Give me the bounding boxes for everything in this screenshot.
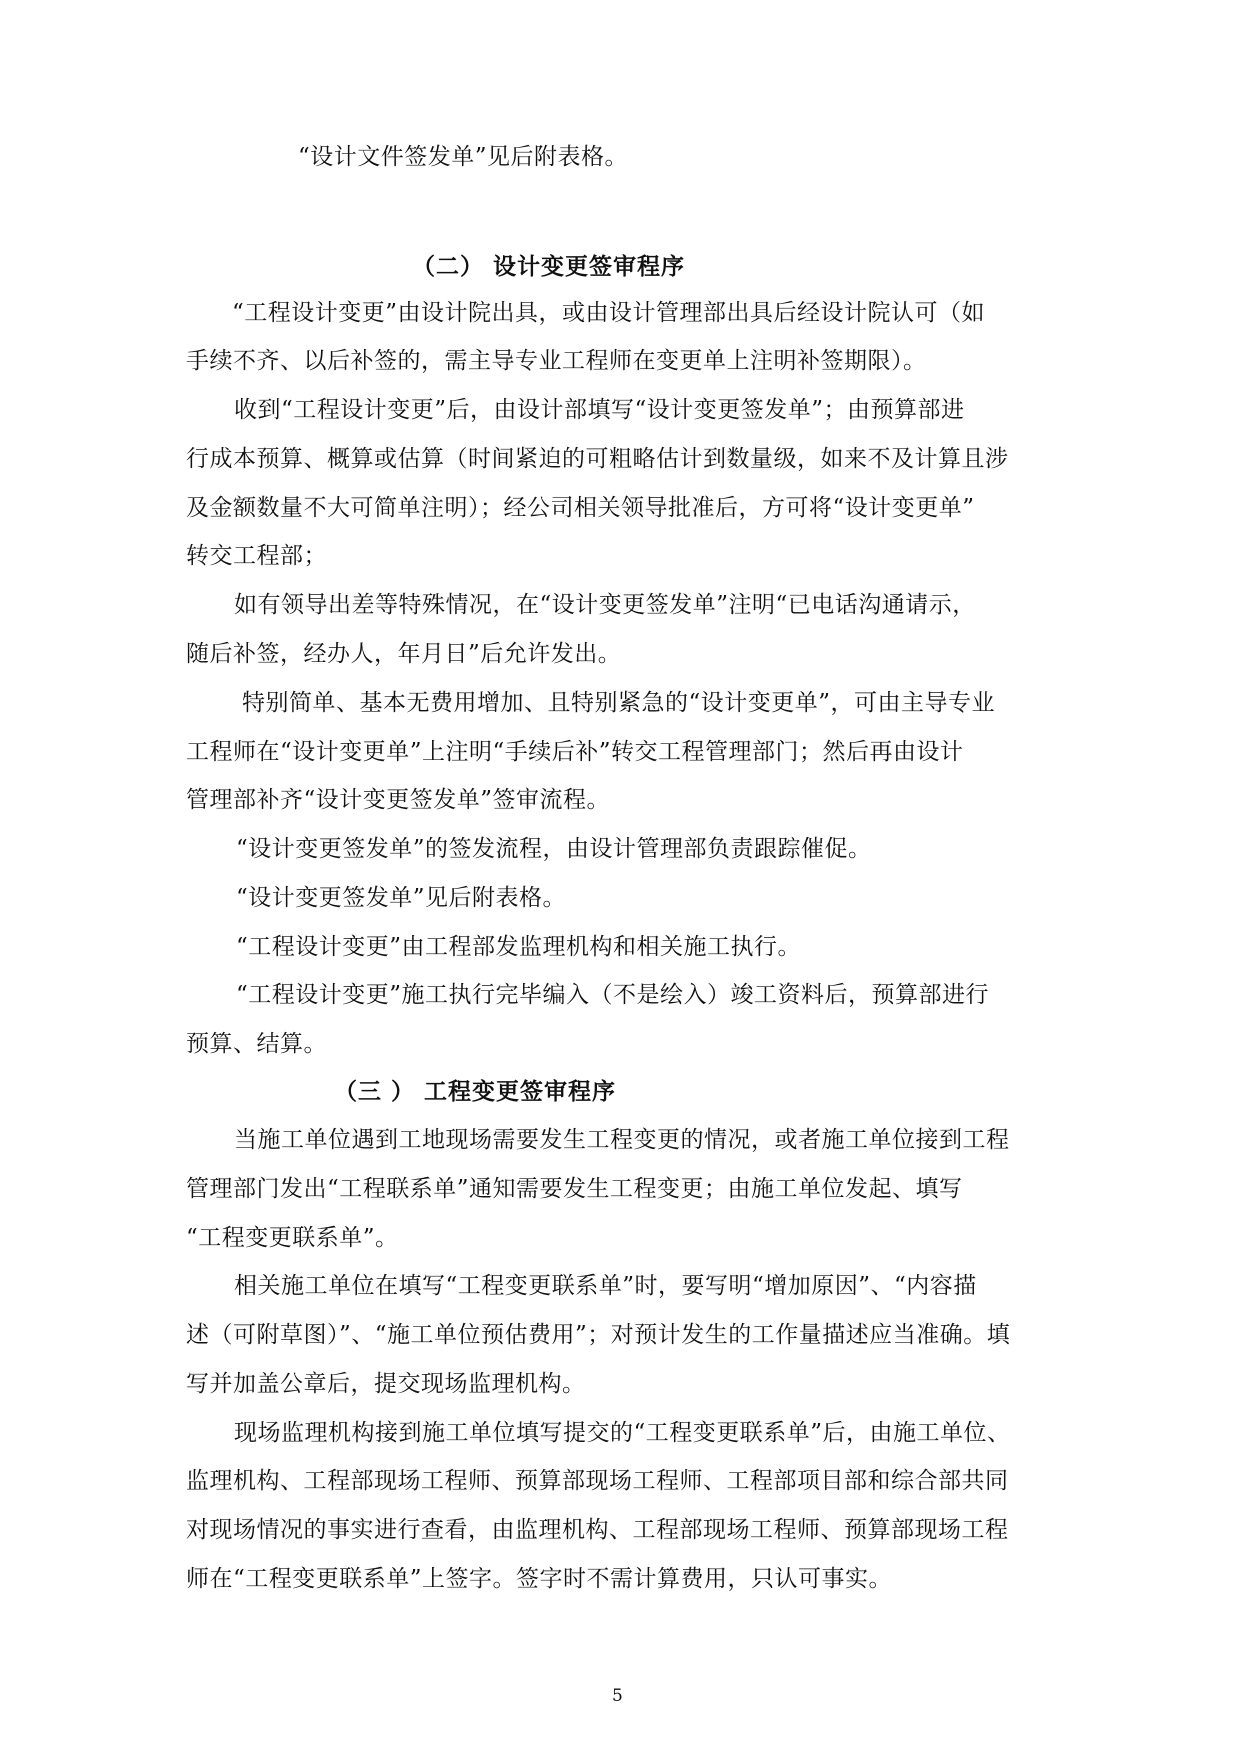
paragraph-line: “工程变更联系单”。: [186, 1225, 399, 1251]
paragraph-line: 及金额数量不大可简单注明）；经公司相关领导批准后，方可将“设计变更单”: [186, 495, 975, 521]
paragraph-line: 相关施工单位在填写“工程变更联系单”时，要写明“增加原因”、“内容描: [234, 1273, 977, 1299]
paragraph-line: 手续不齐、以后补签的，需主导专业工程师在变更单上注明补签期限）。: [186, 348, 927, 374]
section-heading-2: （二） 设计变更签审程序: [412, 254, 686, 280]
paragraph-line: 预算、结算。: [186, 1031, 327, 1057]
paragraph-line: 管理部门发出“工程联系单”通知需要发生工程变更；由施工单位发起、填写: [186, 1176, 963, 1202]
paragraph-line: “设计变更签发单”的签发流程，由设计管理部负责跟踪催促。: [236, 836, 872, 862]
paragraph-line: 收到“工程设计变更”后，由设计部填写“设计变更签发单”；由预算部进: [234, 397, 965, 423]
paragraph-line: 述（可附草图）”、“施工单位预估费用”；对预计发生的工作量描述应当准确。填: [186, 1322, 1011, 1348]
paragraph-line: 管理部补齐“设计变更签发单”签审流程。: [186, 787, 611, 813]
paragraph-line: “工程设计变更”由工程部发监理机构和相关施工执行。: [236, 934, 802, 960]
section-heading-3: （三 ） 工程变更签审程序: [334, 1079, 617, 1105]
paragraph-line: 如有领导出差等特殊情况，在“设计变更签发单”注明“已电话沟通请示，: [234, 592, 976, 618]
page-number: 5: [612, 1686, 623, 1706]
paragraph-line: 特别简单、基本无费用增加、且特别紧急的“设计变更单”，可由主导专业: [242, 690, 996, 716]
intro-line: “设计文件签发单”见后附表格。: [298, 144, 629, 170]
paragraph-line: “工程设计变更”施工执行完毕编入（不是绘入）竣工资料后，预算部进行: [236, 982, 990, 1008]
paragraph-line: 工程师在“设计变更单”上注明“手续后补”转交工程管理部门；然后再由设计: [186, 739, 964, 765]
paragraph-line: 随后补签，经办人，年月日”后允许发出。: [186, 641, 622, 667]
paragraph-line: 当施工单位遇到工地现场需要发生工程变更的情况，或者施工单位接到工程: [234, 1127, 1010, 1153]
paragraph-line: 师在“工程变更联系单”上签字。签字时不需计算费用，只认可事实。: [186, 1566, 893, 1592]
paragraph-line: 监理机构、工程部现场工程师、预算部现场工程师、工程部项目部和综合部共同: [186, 1468, 1009, 1494]
paragraph-line: 行成本预算、概算或估算（时间紧迫的可粗略估计到数量级，如来不及计算且涉: [186, 446, 1009, 472]
paragraph-line: 对现场情况的事实进行查看，由监理机构、工程部现场工程师、预算部现场工程: [186, 1517, 1009, 1543]
paragraph-line: 现场监理机构接到施工单位填写提交的“工程变更联系单”后，由施工单位、: [234, 1420, 1011, 1446]
paragraph-line: “工程设计变更”由设计院出具，或由设计管理部出具后经设计院认可（如: [232, 300, 986, 326]
paragraph-line: 转交工程部；: [186, 543, 327, 569]
paragraph-line: “设计变更签发单”见后附表格。: [236, 885, 567, 911]
paragraph-line: 写并加盖公章后，提交现场监理机构。: [186, 1371, 586, 1397]
